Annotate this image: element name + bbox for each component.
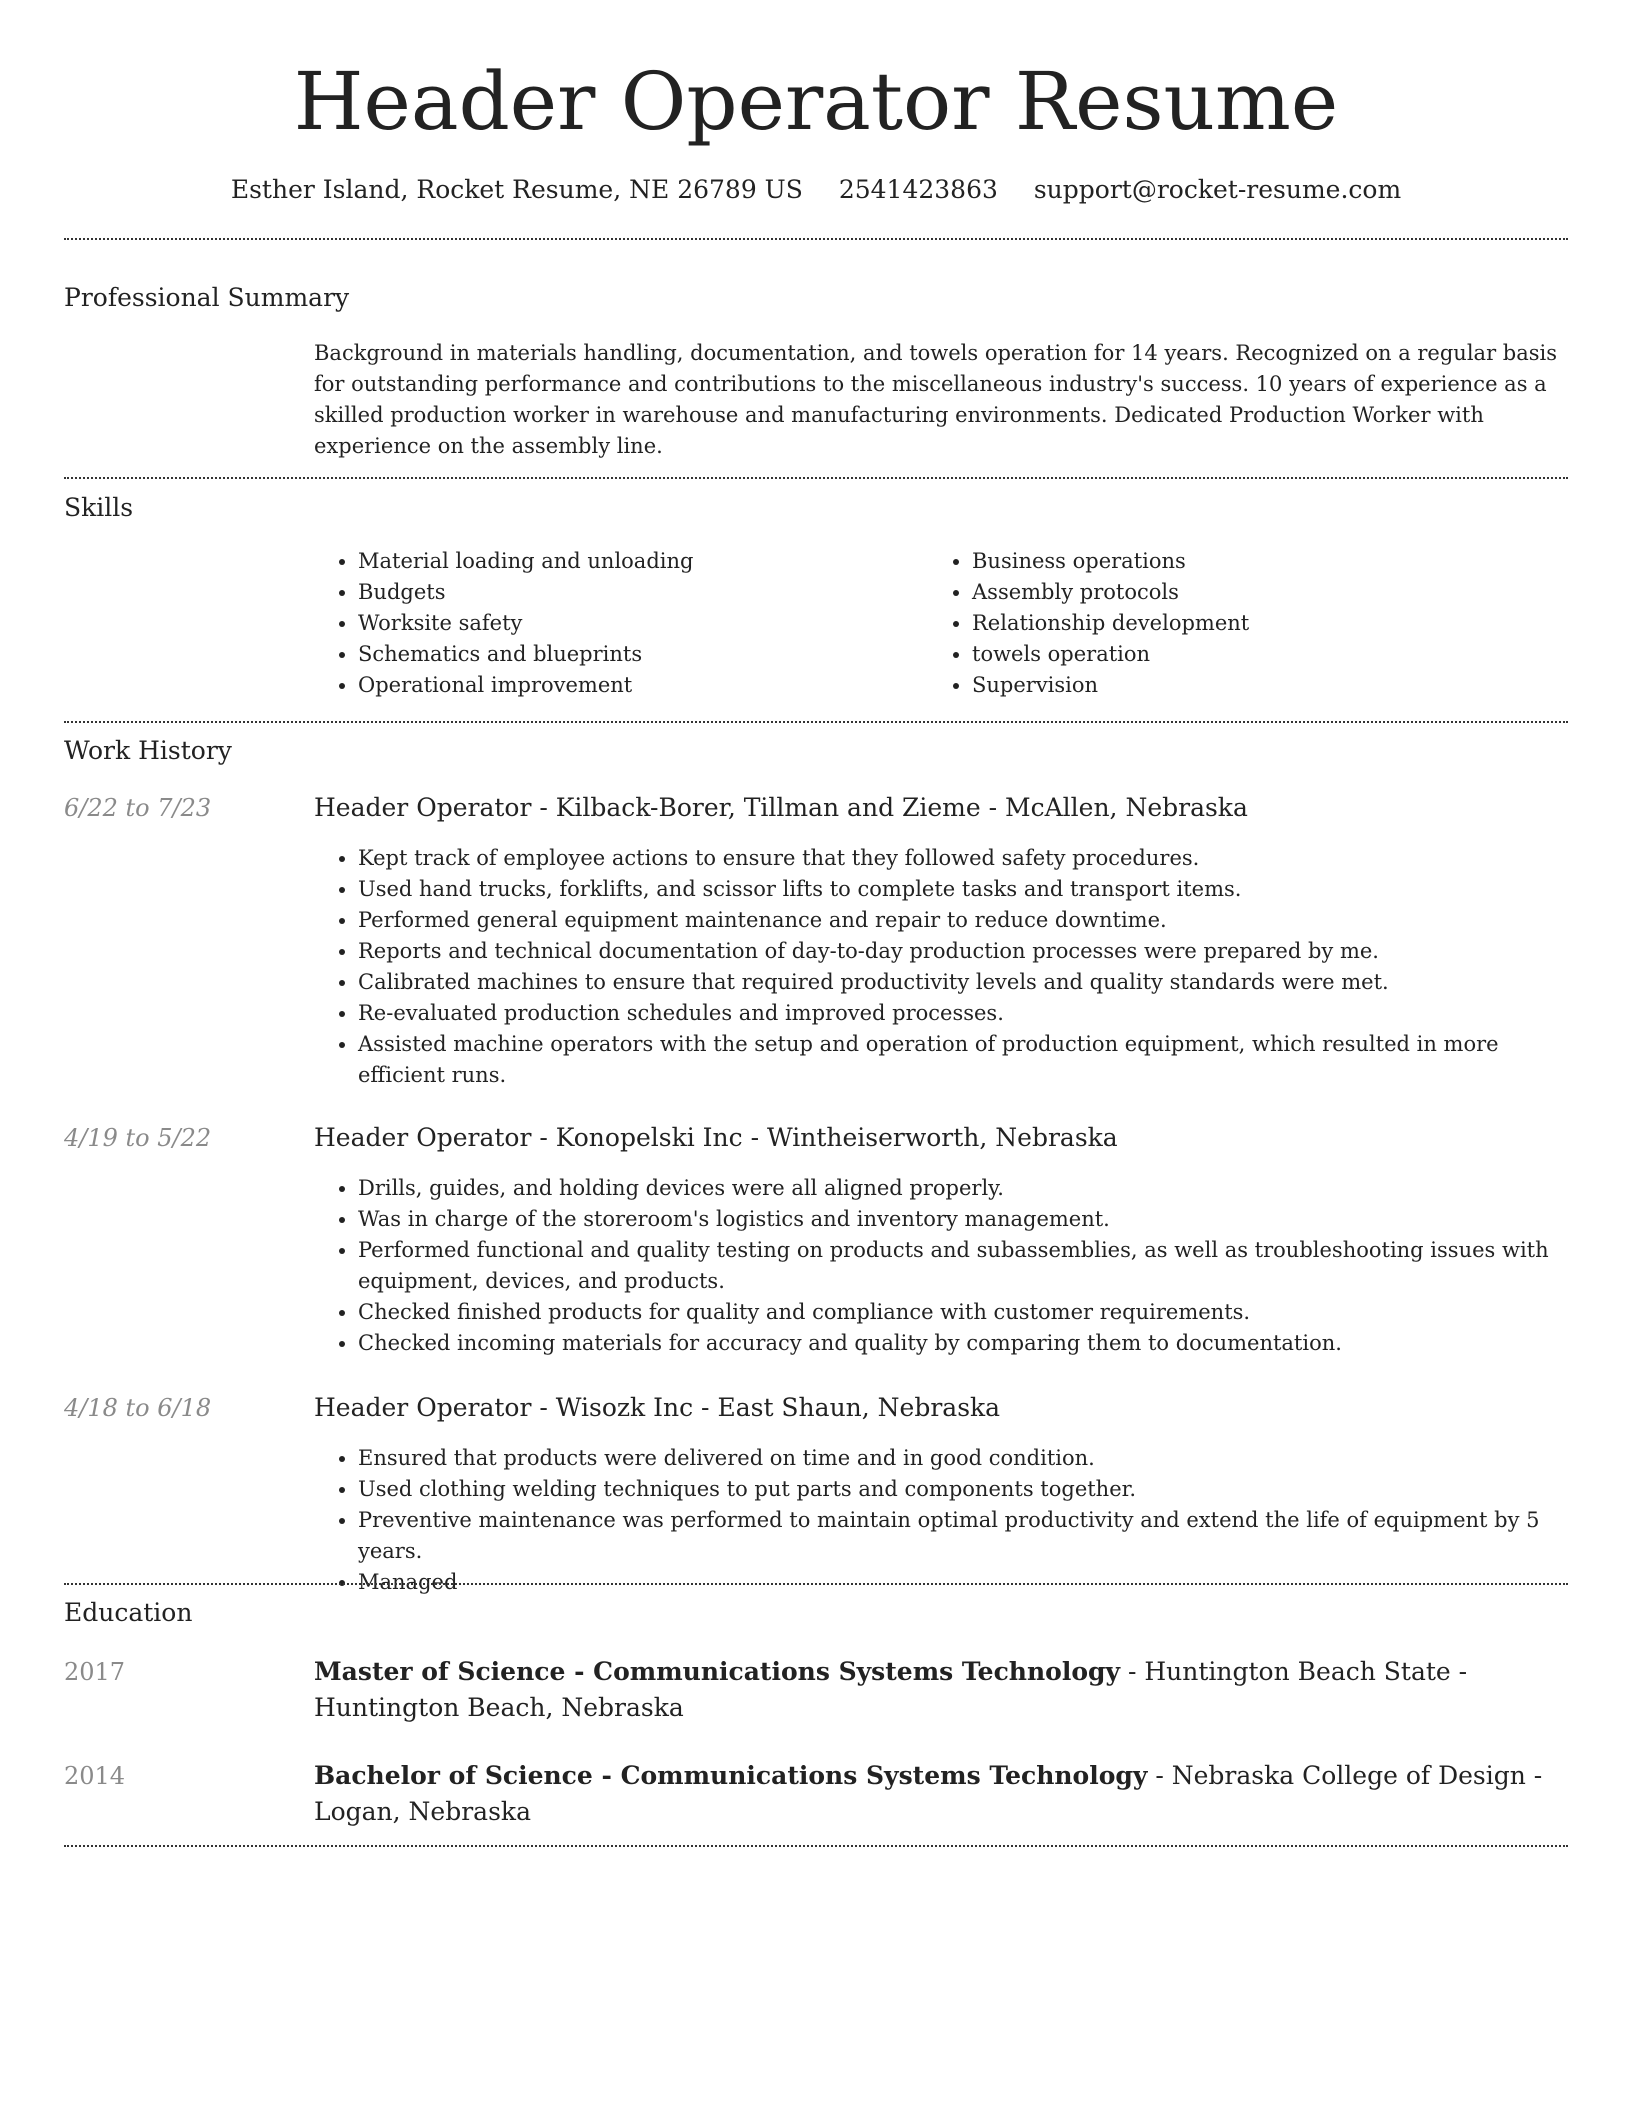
contact-line <box>0 170 1632 210</box>
education-degree: Master of Science - Communications Systems Technology <box>314 1657 1121 1686</box>
job-title: Header Operator - Konopelski Inc - Wintheiserworth, Nebraska <box>314 1123 1118 1152</box>
job-bullet: • Ensured that products were delivered on time and in good condition. <box>358 1443 1568 1474</box>
education-year: 2014 <box>64 1762 126 1790</box>
job-dates: 4/18 to 6/18 <box>64 1394 212 1422</box>
education-school: - Huntington Beach State - Huntington Beach, Nebraska <box>314 1657 1468 1722</box>
work-history-heading: Work History <box>64 736 232 765</box>
contact-email: support@rocket-resume.com <box>1033 175 1402 204</box>
job-bullet: • Was in charge of the storeroom's logistics and inventory management. <box>358 1204 1568 1235</box>
job-dates: 4/19 to 5/22 <box>64 1124 212 1152</box>
job-bullet: • Re-evaluated production schedules and improved processes. <box>358 998 1568 1029</box>
skills-heading: Skills <box>64 493 134 522</box>
job-bullet: • Used clothing welding techniques to put parts and components together. <box>358 1474 1568 1505</box>
education-heading: Education <box>64 1598 193 1627</box>
job-bullet: • Reports and technical documentation of day-to-day production processes were prepared by me. <box>358 936 1568 967</box>
job-bullet: • Assisted machine operators with the setup and operation of production equipment, which resulted in more efficient runs. <box>358 1029 1568 1091</box>
job-bullet: • Managed <box>358 1567 1568 1598</box>
education-year: 2017 <box>64 1658 126 1686</box>
education-entry <box>314 1758 1568 1830</box>
job-bullet: • Checked finished products for quality and compliance with customer requirements. <box>358 1297 1568 1328</box>
skill-item: • Worksite safety <box>358 608 914 639</box>
skill-item: • Supervision <box>972 670 1548 701</box>
job-bullets <box>314 843 1568 1091</box>
summary-text: Background in materials handling, documentation, and towels operation for 14 years. Recognized on a regular basis for outstanding performance and contributions to the miscellaneous industry's success. 10 years of experience as a skilled production worker in warehouse and manufacturing environments. Dedicated Production Worker with experience on the assembly line. <box>314 341 1558 458</box>
job-bullet: • Used hand trucks, forklifts, and scissor lifts to complete tasks and transport items. <box>358 874 1568 905</box>
skill-item: • Assembly protocols <box>972 577 1548 608</box>
skill-item: • Business operations <box>972 546 1548 577</box>
contact-phone: 2541423863 <box>838 175 998 204</box>
section-divider <box>64 1583 1568 1585</box>
skills-column-left <box>314 546 914 701</box>
job-bullet: • Kept track of employee actions to ensure that they followed safety procedures. <box>358 843 1568 874</box>
job-bullet: • Preventive maintenance was performed to maintain optimal productivity and extend the life of equipment by 5 years. <box>358 1505 1568 1567</box>
job-bullet: • Checked incoming materials for accuracy and quality by comparing them to documentation. <box>358 1328 1568 1359</box>
education-entry <box>314 1654 1568 1726</box>
resume-title: Header Operator Resume <box>293 55 1339 148</box>
education-degree: Bachelor of Science - Communications Systems Technology <box>314 1761 1148 1790</box>
section-divider <box>64 238 1568 240</box>
job-bullet: • Performed general equipment maintenance and repair to reduce downtime. <box>358 905 1568 936</box>
job-title: Header Operator - Kilback-Borer, Tillman and Zieme - McAllen, Nebraska <box>314 793 1248 822</box>
job-bullet: • Calibrated machines to ensure that required productivity levels and quality standards were met. <box>358 967 1568 998</box>
skill-item: • towels operation <box>972 639 1548 670</box>
contact-address: Esther Island, Rocket Resume, NE 26789 US <box>230 175 803 204</box>
skill-item: • Relationship development <box>972 608 1548 639</box>
education-school: - Nebraska College of Design - Logan, Nebraska <box>314 1761 1543 1826</box>
job-bullets <box>314 1173 1568 1359</box>
section-divider <box>64 721 1568 723</box>
job-dates: 6/22 to 7/23 <box>64 794 212 822</box>
skill-item: • Budgets <box>358 577 914 608</box>
skill-item: • Material loading and unloading <box>358 546 914 577</box>
job-title: Header Operator - Wisozk Inc - East Shaun, Nebraska <box>314 1393 1001 1422</box>
job-bullets <box>314 1443 1568 1598</box>
section-divider <box>64 477 1568 479</box>
job-bullet: • Performed functional and quality testing on products and subassemblies, as well as troubleshooting issues with equipment, devices, and products. <box>358 1235 1568 1297</box>
summary-heading: Professional Summary <box>64 283 350 312</box>
section-divider <box>64 1845 1568 1847</box>
skills-column-right <box>928 546 1548 701</box>
skill-item: • Operational improvement <box>358 670 914 701</box>
skill-item: • Schematics and blueprints <box>358 639 914 670</box>
job-bullet: • Drills, guides, and holding devices were all aligned properly. <box>358 1173 1568 1204</box>
